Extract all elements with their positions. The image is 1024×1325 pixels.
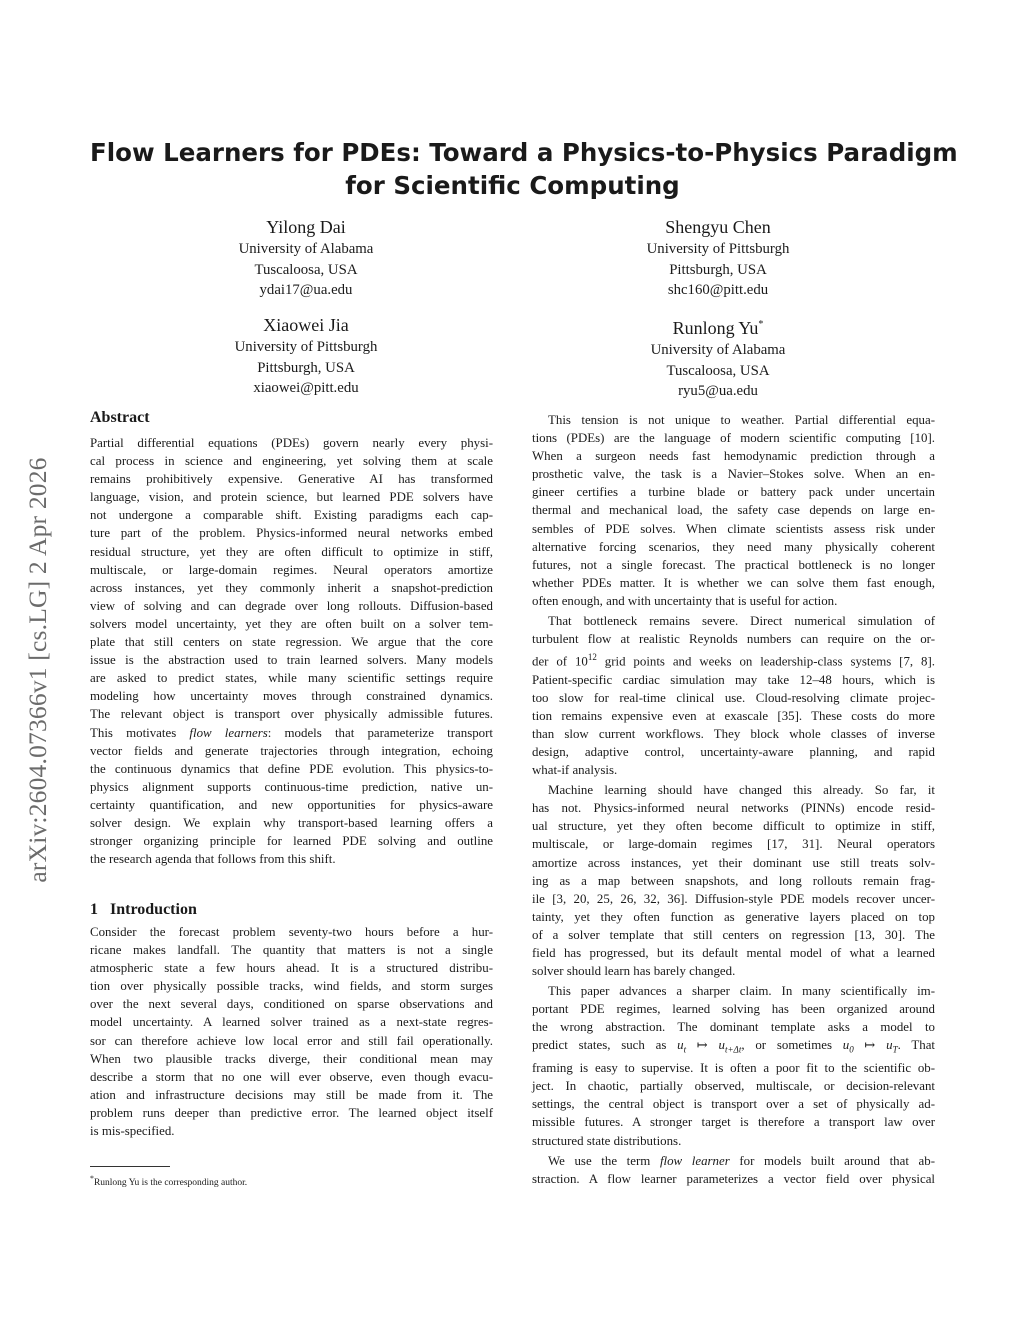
text-line: vector fields and generate trajectories through integration, echoing: [90, 743, 493, 758]
text-line: structured state distributions.: [532, 1133, 682, 1148]
text-fragment: predict states, such as: [532, 1038, 678, 1053]
text-line: certainty quantification, and new opportunities for physics-aware: [90, 797, 493, 812]
subscript: T: [892, 1045, 898, 1056]
text-fragment: der of 10: [532, 654, 588, 669]
left-column: [90, 408, 493, 868]
text-line: When two plausible tracks diverge, their conditional mean may: [90, 1051, 493, 1066]
text-line: [532, 1152, 935, 1170]
text-line: modeling how uncertainty moves through constrained dynamics.: [90, 689, 493, 704]
maps-to: ↦: [686, 1038, 719, 1053]
subscript: t+Δt: [724, 1045, 742, 1056]
text-line: language, vision, and protein science, but learned PDE solvers have: [90, 490, 493, 505]
footnote-text: Runlong Yu is the corresponding author.: [93, 1178, 248, 1189]
text-line: ject. In chaotic, partially observed, multiscale, or decision-relevant: [532, 1079, 935, 1094]
text-line: model uncertainty. A learned solver trained as a next-state regres-: [90, 1015, 493, 1030]
text-line: solver design. We explain why transport-based learning offers a: [90, 815, 493, 830]
text-line: residual structure, yet they are often difficult to optimize in stiff,: [90, 544, 493, 559]
right-column: [532, 411, 935, 1188]
text-fragment: . That: [897, 1038, 935, 1053]
paragraph-4: [532, 982, 935, 1149]
text-line: not undergone a comparable shift. Existing paradigms each cap-: [90, 508, 493, 523]
text-line: sembles of PDE solves. When climate scientists assess risk under: [532, 521, 935, 536]
maps-to: ↦: [853, 1038, 887, 1053]
text-line: ture part of the problem. Physics-informed neural networks embed: [90, 526, 493, 541]
text-line: This tension is not unique to weather. Partial differential equa-: [548, 413, 935, 427]
text-line: problem runs deeper than predictive error. The learned object itself: [90, 1105, 493, 1120]
text-line: often enough, and with uncertainty that is useful for action.: [532, 593, 838, 608]
text-line: This motivates flow learners: models that parameterize transport: [90, 725, 493, 740]
text-line: solvers model uncertainty, yet they are often built on a solver tem-: [90, 616, 493, 631]
text-line: tion over physically possible tracks, wind fields, and storm surges: [90, 979, 493, 994]
text-line: Partial differential equations (PDEs) govern nearly every physi-: [90, 436, 493, 450]
text-line: cal process in science and engineering, yet solving them at scale: [90, 454, 493, 469]
introduction-section: [90, 900, 493, 1140]
text-fragment: for models built around that ab-: [729, 1153, 935, 1168]
text-line: plate that still centers on state regression. We argue that the core: [90, 635, 493, 650]
math-u: u: [677, 1038, 684, 1053]
text-line: describe a storm that no one will ever observe, even though evacu-: [90, 1069, 493, 1084]
text-line: That bottleneck remains severe. Direct numerical simulation of: [548, 614, 935, 629]
text-line: than slow current workflows. They block whole classes of inverse: [532, 726, 935, 741]
text-line: tions (PDEs) are the language of modern scientific computing [10].: [532, 431, 935, 446]
author-name: Yilong Dai: [266, 217, 346, 237]
text-line: is mis-specified.: [90, 1124, 175, 1139]
author-email: xiaowei@pitt.edu: [253, 380, 359, 396]
text-line: ual structure, yet they often become difficult to optimize in stiff,: [532, 819, 935, 834]
author-location: Pittsburgh, USA: [257, 359, 355, 376]
author-affiliation: University of Pittsburgh: [234, 339, 378, 355]
text-line: [532, 648, 935, 670]
text-line: field has progressed, but its default mental model of what a learned: [532, 946, 935, 961]
text-line: the research agenda that follows from this shift.: [90, 852, 336, 867]
title-line-2: for Scientific Computing: [345, 171, 680, 200]
introduction-body: [90, 923, 493, 1140]
author-affiliation: University of Pittsburgh: [646, 241, 790, 257]
text-line: tainty, yet they often function as generative layers placed on top: [532, 909, 935, 924]
text-line: of a solver template that still centers on regression [13, 30]. The: [532, 927, 935, 942]
math-u: u: [842, 1038, 850, 1053]
text-line: gineer certifies a turbine blade or battery pack under uncertain: [532, 485, 935, 500]
text-line: view of solving and can degrade over long rollouts. Diffusion-based: [90, 598, 493, 613]
text-line: ation and infrastructure decisions may still be made from it. The: [90, 1087, 493, 1102]
text-line: multiscale, or large-domain regimes [17, 31]. Neural operators: [532, 837, 935, 852]
text-line: what-if analysis.: [532, 763, 618, 778]
author-name: Shengyu Chen: [665, 217, 771, 237]
text-fragment: grid points and weeks on leadership-class systems [7, 8].: [596, 654, 935, 669]
abstract-body: [90, 434, 493, 868]
text-line: has not. Physics-informed neural networks (PINNs) encode resid-: [532, 801, 935, 816]
author-location: Tuscaloosa, USA: [666, 362, 770, 379]
text-line: When a surgeon needs fast hemodynamic prediction through a: [532, 449, 935, 464]
math-u: u: [718, 1038, 725, 1053]
text-line: design, adaptive control, uncertainty-aware planning, and rapid: [532, 744, 935, 759]
text-line-math: [532, 1036, 935, 1059]
paragraph-3: [532, 781, 935, 980]
author-location: Tuscaloosa, USA: [254, 261, 358, 278]
text-fragment: We use the term: [548, 1153, 660, 1168]
text-line: alternative forcing scenarios, they need many physically coherent: [532, 539, 935, 554]
author-block-4: [558, 313, 878, 402]
author-name: [558, 313, 878, 340]
text-line: Machine learning should have changed this already. So far, it: [548, 783, 935, 798]
introduction-heading: [90, 900, 493, 920]
text-line: multiscale, or large-domain regimes. Neural operators amortize: [90, 562, 493, 577]
footnote: [90, 1172, 247, 1190]
author-name-text: Runlong Yu: [672, 318, 759, 338]
text-line: stronger organizing principle for learned PDE solving and outline: [90, 834, 493, 849]
author-email: ryu5@ua.edu: [678, 383, 758, 399]
text-line: sor can therefore achieve low local error and still fail operationally.: [90, 1033, 493, 1048]
text-line: Consider the forecast problem seventy-two hours before a hur-: [90, 925, 493, 939]
text-line: missible futures. A stronger target is therefore a transport law over: [532, 1115, 935, 1130]
emphasis-flow-learners: flow learners: [189, 725, 268, 740]
paragraph-5: [532, 1152, 935, 1188]
text-line: settings, the central object is transport over a set of physically ad-: [532, 1097, 935, 1112]
text-line: This paper advances a sharper claim. In many scientifically im-: [548, 984, 935, 999]
paragraph-2: [532, 612, 935, 779]
math-u: u: [886, 1038, 893, 1053]
text-line: thermal and mechanical load, the safety case depends on large en-: [532, 503, 935, 518]
text-line: whether PDEs matter. It is whether we can solve them fast enough,: [532, 575, 935, 590]
text-line: remains prohibitively expensive. Generative AI has transformed: [90, 472, 493, 487]
text-line: portant PDE regimes, learned solving has been organized around: [532, 1002, 935, 1017]
text-line: straction. A flow learner parameterizes a vector field over physical: [532, 1171, 935, 1186]
abstract-heading: Abstract: [90, 409, 150, 426]
author-email: ydai17@ua.edu: [259, 282, 353, 298]
arxiv-identifier: arXiv:2604.07366v1 [cs.LG] 2 Apr 2026: [23, 457, 52, 883]
subscript: t: [683, 1045, 687, 1056]
section-number: 1: [90, 901, 98, 918]
author-block-1: [146, 215, 466, 301]
text-line: atmospheric state a few hours ahead. It is a structured distribu-: [90, 961, 493, 976]
text-line: are asked to predict states, while many scientific settings require: [90, 671, 493, 686]
paper-title: [90, 136, 958, 202]
author-location: Pittsburgh, USA: [669, 261, 767, 278]
text-line: issue is the abstraction used to train learned solvers. Many models: [90, 653, 493, 668]
paragraph-1: [532, 411, 935, 610]
author-name: Xiaowei Jia: [263, 315, 349, 335]
author-block-3: [146, 313, 466, 399]
author-affiliation: University of Alabama: [650, 342, 786, 358]
text-line: Patient-specific cardiac simulation may take 12–48 hours, which is: [532, 672, 935, 687]
author-email: shc160@pitt.edu: [667, 282, 769, 298]
text-line: framing is easy to supervise. It is often a poor fit to the scientific ob-: [532, 1061, 935, 1076]
text-line: tion remains expensive even at exascale [35]. These costs do more: [532, 708, 935, 723]
text-line: physics alignment supports continuous-time prediction, native un-: [90, 779, 493, 794]
text-line: The relevant object is transport over physically admissible futures.: [90, 707, 493, 722]
corresponding-mark: *: [758, 319, 764, 330]
footnote-mark: *: [90, 1174, 94, 1183]
text-line: solver should learn has barely changed.: [532, 964, 736, 979]
emphasis-flow-learner: flow learner: [659, 1153, 730, 1168]
text-line: ile [3, 20, 25, 26, 32, 36]. Diffusion-style PDE models recover uncer-: [532, 891, 935, 906]
subscript: 0: [849, 1045, 854, 1056]
footnote-rule: [90, 1166, 170, 1167]
title-line-1: Flow Learners for PDEs: Toward a Physics-to-Physics Paradigm: [90, 138, 958, 167]
text-line: over the next several days, conditioned on sparse observations and: [90, 997, 493, 1012]
text-line: prosthetic valve, the task is a Navier–Stokes solve. When an en-: [532, 467, 935, 482]
text-line: ing as a map between snapshots, and long rollouts remain frag-: [532, 873, 935, 888]
text-line: turbulent flow at realistic Reynolds numbers can require on the or-: [532, 632, 935, 647]
text-line: futures, not a single forecast. The practical bottleneck is no longer: [532, 557, 935, 572]
text-line: too slow for real-time clinical use. Cloud-resolving climate projec-: [532, 690, 935, 705]
text-line: amortize across instances, yet their dominant use still treats solv-: [532, 855, 935, 870]
text-line: across instances, yet they commonly inherit a snapshot-prediction: [90, 580, 493, 595]
author-block-2: [558, 215, 878, 301]
exponent: 12: [587, 652, 597, 663]
text-line: ricane makes landfall. The quantity that matters is not a single: [90, 943, 493, 958]
text-line: the wrong abstraction. The dominant template asks a model to: [532, 1020, 935, 1035]
section-title: Introduction: [110, 901, 197, 918]
arxiv-sidebar: [18, 380, 58, 960]
text-fragment: , or sometimes: [741, 1038, 843, 1053]
text-line: the continuous dynamics that define PDE evolution. This physics-to-: [90, 761, 493, 776]
author-affiliation: University of Alabama: [238, 241, 374, 257]
